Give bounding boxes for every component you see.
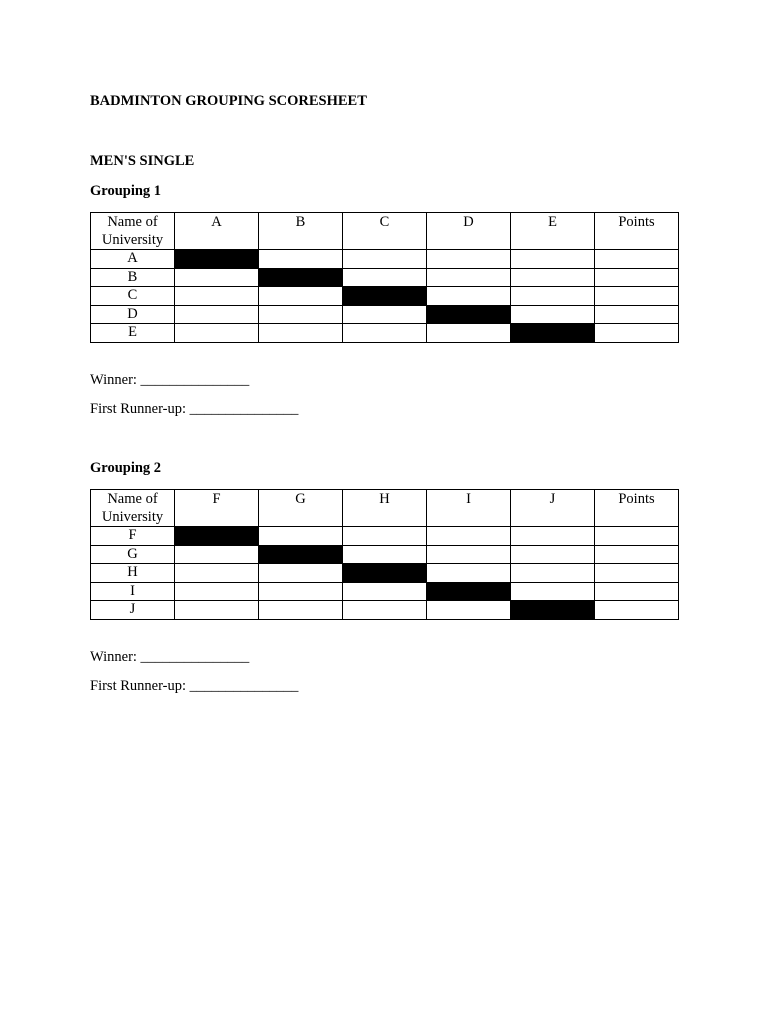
- blocked-cell: [343, 287, 427, 306]
- row-label: I: [91, 582, 175, 601]
- points-cell[interactable]: [595, 324, 679, 343]
- blocked-cell: [343, 564, 427, 583]
- blocked-cell: [175, 250, 259, 269]
- column-header: G: [259, 490, 343, 527]
- score-cell[interactable]: [175, 324, 259, 343]
- score-cell[interactable]: [343, 305, 427, 324]
- column-header: E: [511, 213, 595, 250]
- score-cell[interactable]: [511, 564, 595, 583]
- grouping-1-table: [90, 212, 679, 343]
- row-label: E: [91, 324, 175, 343]
- points-cell[interactable]: [595, 305, 679, 324]
- row-label: C: [91, 287, 175, 306]
- table-row: [91, 527, 679, 546]
- score-cell[interactable]: [259, 287, 343, 306]
- table-row: [91, 601, 679, 620]
- blocked-cell: [427, 305, 511, 324]
- blocked-cell: [259, 545, 343, 564]
- score-cell[interactable]: [259, 324, 343, 343]
- table-row: [91, 268, 679, 287]
- column-header: F: [175, 490, 259, 527]
- document-title: BADMINTON GROUPING SCORESHEET: [90, 93, 367, 109]
- score-cell[interactable]: [175, 564, 259, 583]
- score-cell[interactable]: [175, 305, 259, 324]
- score-cell[interactable]: [511, 582, 595, 601]
- score-cell[interactable]: [427, 250, 511, 269]
- score-cell[interactable]: [343, 268, 427, 287]
- row-label: H: [91, 564, 175, 583]
- column-header: J: [511, 490, 595, 527]
- header-name-of-university: Name of University: [91, 490, 175, 527]
- score-cell[interactable]: [427, 564, 511, 583]
- score-cell[interactable]: [175, 601, 259, 620]
- score-cell[interactable]: [343, 527, 427, 546]
- score-cell[interactable]: [427, 268, 511, 287]
- score-cell[interactable]: [511, 305, 595, 324]
- grouping-2-heading: Grouping 2: [90, 460, 162, 476]
- grouping-2-winner: Winner: _______________: [90, 649, 250, 665]
- section-heading: MEN'S SINGLE: [90, 153, 195, 169]
- points-cell[interactable]: [595, 582, 679, 601]
- grouping-1-winner: Winner: _______________: [90, 372, 250, 388]
- score-cell[interactable]: [511, 527, 595, 546]
- row-label: A: [91, 250, 175, 269]
- column-header-points: Points: [595, 213, 679, 250]
- score-cell[interactable]: [427, 545, 511, 564]
- row-label: D: [91, 305, 175, 324]
- score-cell[interactable]: [511, 268, 595, 287]
- row-label: F: [91, 527, 175, 546]
- row-label: B: [91, 268, 175, 287]
- table-row: [91, 582, 679, 601]
- grouping-1-runner-up: First Runner-up: _______________: [90, 401, 299, 417]
- score-cell[interactable]: [259, 250, 343, 269]
- table-row: [91, 305, 679, 324]
- column-header: H: [343, 490, 427, 527]
- table-header-row: [91, 490, 679, 527]
- score-cell[interactable]: [427, 601, 511, 620]
- header-name-of-university: Name of University: [91, 213, 175, 250]
- column-header: B: [259, 213, 343, 250]
- score-cell[interactable]: [259, 582, 343, 601]
- table-row: [91, 545, 679, 564]
- grouping-2-table: [90, 489, 679, 620]
- table-row: [91, 250, 679, 269]
- score-cell[interactable]: [343, 545, 427, 564]
- score-cell[interactable]: [259, 305, 343, 324]
- score-cell[interactable]: [427, 287, 511, 306]
- score-cell[interactable]: [343, 250, 427, 269]
- score-cell[interactable]: [427, 324, 511, 343]
- score-cell[interactable]: [175, 268, 259, 287]
- blocked-cell: [511, 601, 595, 620]
- score-cell[interactable]: [511, 250, 595, 269]
- score-cell[interactable]: [343, 582, 427, 601]
- points-cell[interactable]: [595, 250, 679, 269]
- score-cell[interactable]: [259, 601, 343, 620]
- score-cell[interactable]: [259, 527, 343, 546]
- blocked-cell: [427, 582, 511, 601]
- table-row: [91, 287, 679, 306]
- score-cell[interactable]: [511, 287, 595, 306]
- grouping-2-runner-up: First Runner-up: _______________: [90, 678, 299, 694]
- table-header-row: [91, 213, 679, 250]
- points-cell[interactable]: [595, 564, 679, 583]
- table-row: [91, 564, 679, 583]
- column-header: I: [427, 490, 511, 527]
- blocked-cell: [511, 324, 595, 343]
- score-cell[interactable]: [259, 564, 343, 583]
- points-cell[interactable]: [595, 545, 679, 564]
- blocked-cell: [175, 527, 259, 546]
- points-cell[interactable]: [595, 527, 679, 546]
- points-cell[interactable]: [595, 287, 679, 306]
- row-label: J: [91, 601, 175, 620]
- score-cell[interactable]: [511, 545, 595, 564]
- blocked-cell: [259, 268, 343, 287]
- column-header: A: [175, 213, 259, 250]
- score-cell[interactable]: [343, 324, 427, 343]
- column-header: D: [427, 213, 511, 250]
- score-cell[interactable]: [175, 287, 259, 306]
- score-cell[interactable]: [175, 582, 259, 601]
- table-row: [91, 324, 679, 343]
- column-header-points: Points: [595, 490, 679, 527]
- grouping-1-heading: Grouping 1: [90, 183, 162, 199]
- points-cell[interactable]: [595, 601, 679, 620]
- row-label: G: [91, 545, 175, 564]
- score-cell[interactable]: [343, 601, 427, 620]
- column-header: C: [343, 213, 427, 250]
- points-cell[interactable]: [595, 268, 679, 287]
- score-cell[interactable]: [427, 527, 511, 546]
- score-cell[interactable]: [175, 545, 259, 564]
